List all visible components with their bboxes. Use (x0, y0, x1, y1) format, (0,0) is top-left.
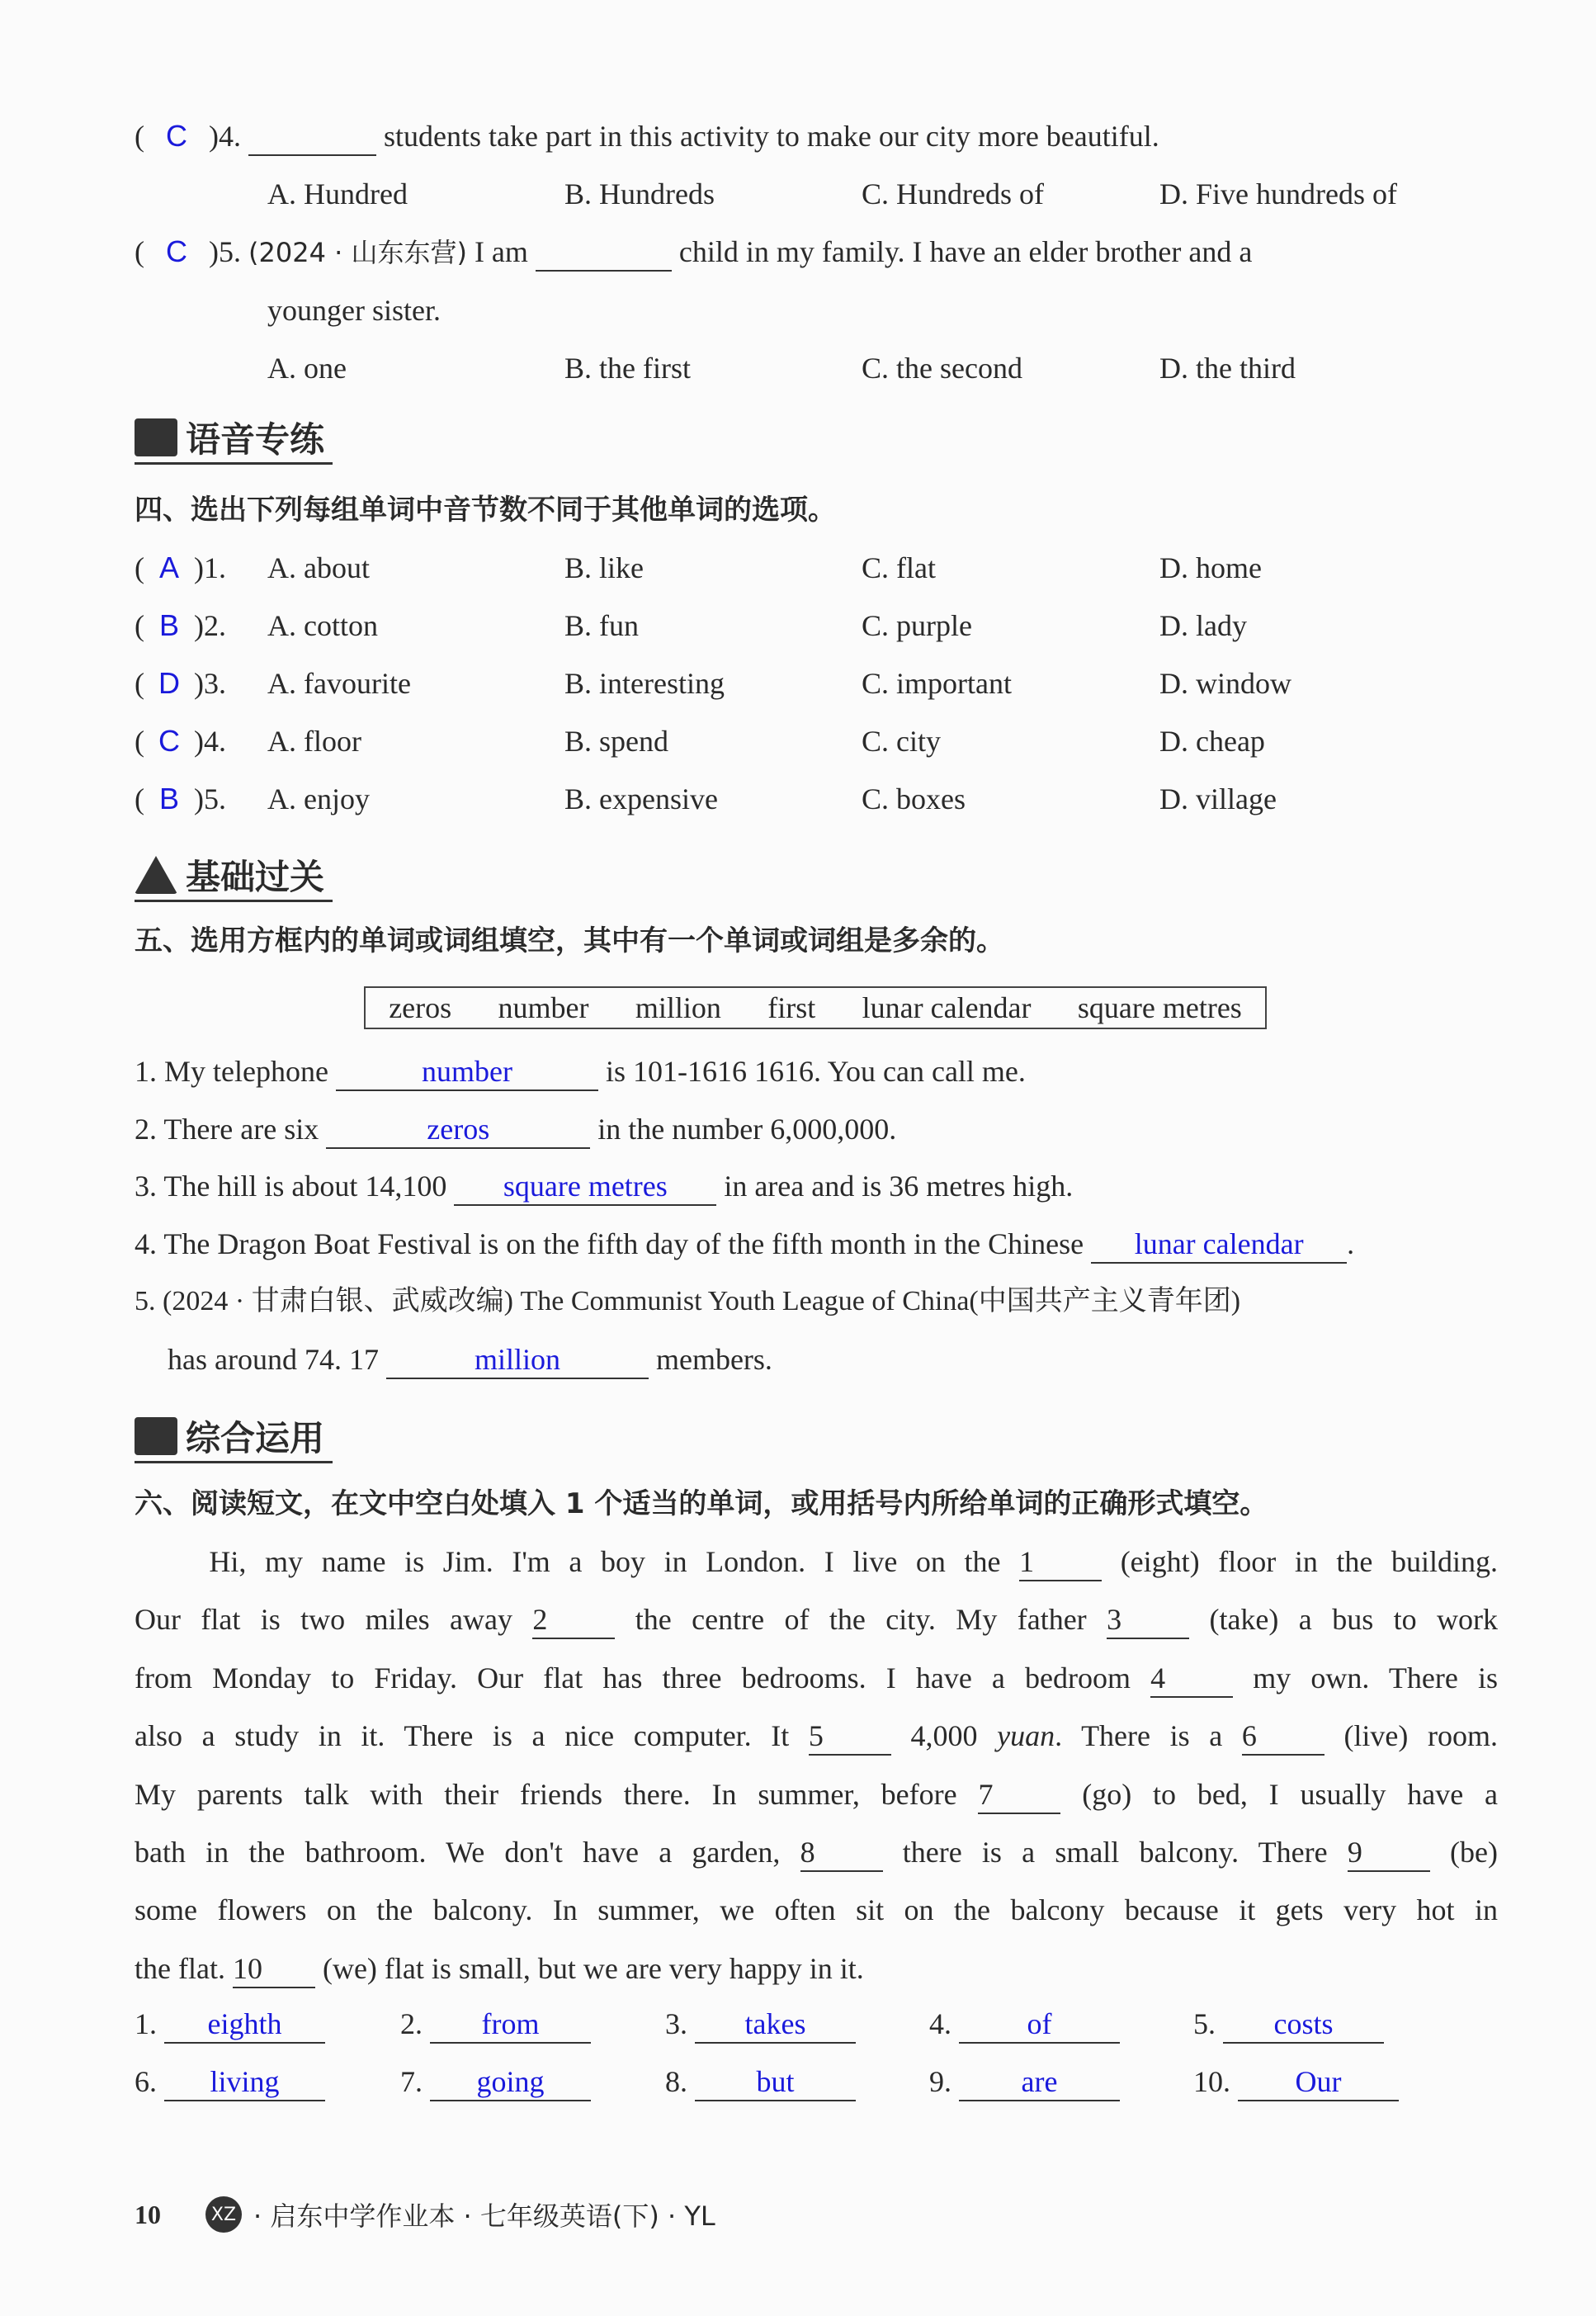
passage-text: (we) flat is small, but we are very happy in it. (314, 1951, 864, 1985)
question-5-continued: younger sister. (267, 294, 441, 327)
answer-blank: lunar calendar (1091, 1226, 1347, 1264)
option-b: B. interesting (564, 667, 725, 700)
option-b: B. the first (564, 352, 691, 385)
passage-text: 4,000 (890, 1719, 998, 1753)
item-text: is 101-1616 1616. You can call me. (605, 1055, 1026, 1088)
option-c: C. city (862, 725, 941, 758)
answer-blank: million (386, 1341, 649, 1379)
option-d: D. window (1159, 667, 1291, 700)
option-a: A. one (267, 352, 347, 385)
section-title: 基础过关 (186, 857, 325, 897)
answer-9 (929, 2063, 1120, 2101)
passage-text: also a study in it. There is a nice computer. It (135, 1719, 809, 1753)
answer-blank: square metres (454, 1168, 716, 1206)
answer-blank: costs (1223, 2006, 1384, 2044)
item-number: )1. (194, 551, 226, 584)
question-5 (135, 234, 1252, 272)
passage-text: Hi, my name is Jim. I'm a boy in London. I live on the (135, 1545, 1020, 1578)
passage-line (135, 1892, 1498, 1928)
answer-number: 6. (135, 2065, 157, 2098)
item-text: in the number 6,000,000. (597, 1113, 897, 1146)
question-number: )4. (209, 120, 241, 153)
passage-blank: 7 (978, 1776, 1060, 1814)
question-pre: I am (474, 235, 528, 268)
item-number: )5. (194, 782, 226, 815)
fill-item-5-continued (168, 1341, 772, 1379)
answer-blank: Our (1238, 2063, 1399, 2101)
part6-instruction: 六、阅读短文，在文中空白处填入 1 个适当的单词，或用括号内所给单词的正确形式填空。 (135, 1487, 1268, 1520)
answer-blank (536, 234, 672, 272)
book-title: · 启东中学作业本 · 七年级英语(下) · YL (253, 2200, 715, 2232)
item-text: has around 74. 17 (168, 1343, 379, 1376)
passage-line (135, 1601, 1498, 1639)
phonetics-item-3 (135, 665, 226, 702)
fill-item-3 (135, 1168, 1073, 1206)
answer-3 (665, 2006, 856, 2044)
option-a: A. floor (267, 725, 361, 758)
option-d: D. cheap (1159, 725, 1265, 758)
option-b: B. expensive (564, 782, 718, 815)
passage-blank: 9 (1348, 1834, 1430, 1872)
option-d: D. Five hundreds of (1159, 177, 1397, 210)
answer-blank: are (959, 2063, 1120, 2101)
passage-text: the flat. (135, 1951, 233, 1985)
passage-text: some flowers on the balcony. In summer, we often sit on the balcony because it gets very hot in (135, 1893, 1498, 1927)
question-text: child in my family. I have an elder brother and a (678, 235, 1253, 268)
item-text: 4. The Dragon Boat Festival is on the fifth day of the fifth month in the Chinese (135, 1227, 1084, 1260)
option-a: A. about (267, 551, 370, 584)
answer-blank: going (430, 2063, 591, 2101)
answer-letter: A (158, 551, 179, 584)
passage-blank: 5 (809, 1718, 891, 1756)
passage-text: My parents talk with their friends there. In summer, before (135, 1777, 979, 1811)
bracket-open: ( (135, 782, 144, 815)
question-source: (2024 · 山东东营) (248, 237, 467, 268)
option-b: B. spend (564, 725, 668, 758)
answer-letter: C (158, 724, 180, 758)
phonetics-item-5 (135, 781, 226, 817)
passage-text: there is a small balcony. There (882, 1836, 1348, 1869)
question-text: students take part in this activity to make our city more beautiful. (384, 120, 1159, 153)
passage-text: my own. There is (1233, 1661, 1498, 1694)
option-c: C. boxes (862, 782, 966, 815)
option-c: C. purple (862, 609, 972, 642)
passage-text: (be) (1429, 1836, 1498, 1869)
fill-item-2 (135, 1111, 896, 1149)
question-number: )5. (209, 235, 241, 268)
answer-number: 7. (400, 2065, 423, 2098)
item-number: )3. (194, 667, 226, 700)
item-text: members. (655, 1343, 772, 1376)
passage-blank: 4 (1150, 1660, 1233, 1698)
answer-6 (135, 2063, 325, 2101)
section-header-basics (135, 850, 333, 902)
passage-italic: yuan (997, 1719, 1055, 1753)
answer-5 (1193, 2006, 1384, 2044)
answer-10 (1193, 2063, 1399, 2101)
section-title: 综合运用 (186, 1418, 325, 1458)
item-number: )4. (194, 725, 226, 758)
answer-letter: B (158, 608, 179, 642)
passage-blank: 6 (1242, 1718, 1324, 1756)
option-c: C. the second (862, 352, 1022, 385)
item-text: 3. The hill is about 14,100 (135, 1170, 447, 1203)
answer-letter: C (166, 234, 187, 268)
phonetics-item-2 (135, 607, 226, 644)
option-b: B. Hundreds (564, 177, 715, 210)
mountain-icon (135, 856, 177, 894)
option-b: B. like (564, 551, 644, 584)
fill-item-4 (135, 1226, 1354, 1264)
passage-text: from Monday to Friday. Our flat has three bedrooms. I have a bedroom (135, 1661, 1151, 1694)
publisher-badge: XZ (205, 2196, 242, 2233)
item-text: 2. There are six (135, 1113, 319, 1146)
answer-1 (135, 2006, 325, 2044)
answer-letter: C (166, 119, 187, 153)
word-box-item: lunar calendar (862, 991, 1032, 1024)
passage-text: . There is a (1055, 1719, 1242, 1753)
answer-blank: number (336, 1053, 598, 1091)
passage-line (135, 1660, 1498, 1698)
answer-number: 3. (665, 2007, 687, 2040)
option-b: B. fun (564, 609, 639, 642)
passage-blank: 1 (1019, 1543, 1102, 1581)
answer-8 (665, 2063, 856, 2101)
word-box-item: million (635, 991, 721, 1024)
item-text: in area and is 36 metres high. (724, 1170, 1074, 1203)
answer-blank: takes (695, 2006, 856, 2044)
answer-blank: from (430, 2006, 591, 2044)
passage-text: (take) a bus to work (1189, 1603, 1498, 1637)
page-number: 10 (135, 2199, 161, 2229)
passage-blank: 2 (532, 1601, 615, 1639)
bracket-open: ( (135, 667, 144, 700)
passage-line (135, 1776, 1498, 1814)
answer-blank: of (959, 2006, 1120, 2044)
answer-4 (929, 2006, 1120, 2044)
section-header-phonetics (135, 413, 333, 465)
passage-text: Our flat is two miles away (135, 1603, 533, 1637)
answer-number: 8. (665, 2065, 687, 2098)
item-text: . (1347, 1227, 1355, 1260)
bracket-open: ( (135, 551, 144, 584)
passage-line (135, 1950, 1498, 1988)
answer-number: 1. (135, 2007, 157, 2040)
option-a: A. favourite (267, 667, 411, 700)
answer-blank (248, 118, 376, 156)
part5-instruction: 五、选用方框内的单词或词组填空，其中有一个单词或词组是多余的。 (135, 924, 1004, 957)
passage-text: bath in the bathroom. We don't have a garden, (135, 1836, 800, 1869)
option-d: D. lady (1159, 609, 1247, 642)
option-c: C. flat (862, 551, 936, 584)
answer-number: 10. (1193, 2065, 1230, 2098)
bracket-open: ( (135, 609, 144, 642)
answer-letter: D (158, 666, 180, 700)
answer-blank: eighth (164, 2006, 325, 2044)
option-d: D. the third (1159, 352, 1296, 385)
option-d: D. home (1159, 551, 1262, 584)
passage-text: (go) to bed, I usually have a (1060, 1777, 1499, 1811)
passage-text: the centre of the city. My father (615, 1603, 1107, 1637)
bracket-open: ( (135, 235, 144, 268)
part4-instruction: 四、选出下列每组单词中音节数不同于其他单词的选项。 (135, 494, 836, 527)
bracket-open: ( (135, 120, 144, 153)
passage-text: (eight) floor in the building. (1102, 1545, 1498, 1578)
passage-line (135, 1834, 1498, 1872)
word-box-item: number (498, 991, 589, 1024)
footer (135, 2195, 715, 2233)
option-a: A. enjoy (267, 782, 370, 815)
word-box-item: square metres (1077, 991, 1242, 1024)
book-icon (135, 418, 177, 456)
option-c: C. important (862, 667, 1012, 700)
section-title: 语音专练 (186, 419, 325, 460)
answer-blank: zeros (326, 1111, 590, 1149)
answer-number: 4. (929, 2007, 951, 2040)
passage-blank: 8 (800, 1834, 883, 1872)
word-box-item: first (767, 991, 816, 1024)
answer-number: 5. (1193, 2007, 1216, 2040)
bracket-open: ( (135, 725, 144, 758)
passage-text: (live) room. (1324, 1719, 1498, 1753)
fill-item-5: 5. (2024 · 甘肃白银、武威改编) The Communist Youth League of China(中国共产主义青年团) (135, 1286, 1241, 1316)
answer-number: 9. (929, 2065, 951, 2098)
fill-item-1 (135, 1053, 1026, 1091)
section-header-integrated (135, 1411, 333, 1463)
option-a: A. cotton (267, 609, 378, 642)
item-number: )2. (194, 609, 226, 642)
passage-blank: 3 (1107, 1601, 1189, 1639)
phonetics-item-4 (135, 723, 226, 759)
word-box-item: zeros (389, 991, 452, 1024)
passage-line (135, 1718, 1498, 1756)
answer-2 (400, 2006, 591, 2044)
phonetics-item-1 (135, 550, 226, 586)
option-a: A. Hundred (267, 177, 408, 210)
passage-blank: 10 (233, 1950, 315, 1988)
word-box (364, 986, 1267, 1029)
answer-7 (400, 2063, 591, 2101)
answer-letter: B (158, 782, 179, 815)
answer-blank: but (695, 2063, 856, 2101)
passage-line (135, 1543, 1498, 1581)
item-text: 1. My telephone (135, 1055, 328, 1088)
option-d: D. village (1159, 782, 1277, 815)
question-4 (135, 118, 1159, 156)
book-icon (135, 1417, 177, 1455)
option-c: C. Hundreds of (862, 177, 1044, 210)
answer-number: 2. (400, 2007, 423, 2040)
answer-blank: living (164, 2063, 325, 2101)
